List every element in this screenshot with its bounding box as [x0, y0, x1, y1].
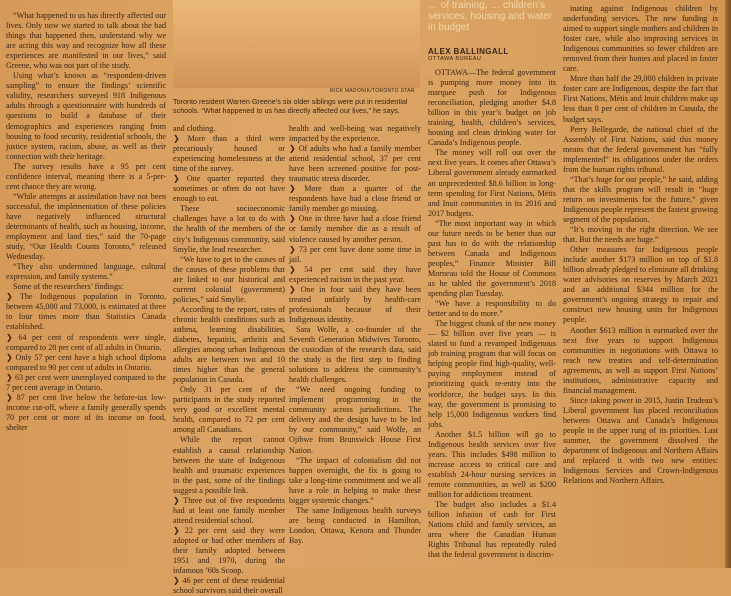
paragraph: “That’s huge for our people,” he said, adding that the skills program will result in “huge return on investments for the future,” given Indigenous people represent the fastest growing segment of the population.	[563, 174, 718, 224]
byline-org: OTTAWA BUREAU	[428, 56, 482, 62]
bullet-paragraph: ❯ Of adults who had a family member attend residential school, 37 per cent have been screened positive for post-traumatic stress disorder.	[289, 144, 421, 184]
bullet-paragraph: health and well-being was negatively impacted by the experience.	[289, 124, 421, 144]
photo-credit: RICK MADONIK/TORONTO STAR	[330, 88, 415, 94]
paragraph: More than half the 29,000 children in private foster care are Indigenous, despite the fact that First Nations, Métis and Inuit children make up less than 8 per cent of children in Canada, the budget says.	[563, 74, 718, 124]
bullet-paragraph: ❯ 63 per cent were unemployed compared to the 7 per cent average in Ontario.	[6, 372, 166, 392]
paragraph: Another $1.5 billion will go to Indigenous health services over five years. This includes $498 million to increase access to critical care and establish 24-hour nursing services in remote communities, as well as $200 million for addictions treatment.	[428, 429, 556, 499]
budget-column-2	[563, 4, 718, 560]
paragraph: “We need ongoing funding to implement programming in the community across jurisdictions. The delivery and the design have to be led by our community,” said Wolfe, an Ojibwe from Brunswick House First Nation.	[289, 385, 421, 455]
bullet-paragraph: ❯ One in three have had a close friend or family member die as a result of violence caused by another person.	[289, 214, 421, 244]
paragraph: Other measures for Indigenous people include another $173 million on top of $1.8 billion already pledged to eliminate all drinking water advisories on reserves by March 2021 and an additional $344 million for the government’s ongoing strategy to repair and construct new housing units for Indigenous people.	[563, 245, 718, 325]
budget-column-1	[428, 68, 556, 558]
bullet-paragraph: ❯ 64 per cent of respondents were single, compared to 28 per cent of all adults in Ontario.	[6, 332, 166, 352]
byline-name: ALEX BALLINGALL	[428, 47, 509, 56]
bullet-paragraph: ❯ 87 per cent live below the before-tax low-income cut-off, where a family generally spends 70 per cent or more of its income on food, shelter	[6, 392, 166, 432]
paragraph: The money will roll out over the next five years. It comes after Ottawa’s Liberal government already earmarked an unprecedented $8.6 billion in long-term spending for First Nations, Métis and Inuit communities in its 2016 and 2017 budgets.	[428, 148, 556, 218]
paragraph: OTTAWA—The federal government is pumping more money into its marquee push for Indigenous reconciliation, pledging another $4.8 billion in this year’s budget on job training, health, children’s services, housing and clean drinking water for Canada’s Indigenous people.	[428, 68, 556, 148]
paragraph: “We have to get to the causes of the causes of these problems that are linked to our historical and current colonial (government) policies,” said Smylie.	[173, 254, 285, 304]
bullet-paragraph: ❯ 54 per cent said they have experienced racism in the past year.	[289, 264, 421, 284]
paragraph: Another $613 million is earmarked over the next five years to support Indigenous communities in negotiations with Ottawa to reach new treaties and self-determination agreements, as well as support First Nations’ institutions, administrative capacity and financial management.	[563, 325, 718, 395]
bullet-paragraph: ❯ More than a third were precariously housed or experiencing homelessness at the time of the survey.	[173, 134, 285, 174]
paragraph: The biggest chunk of the new money — $2 billion over five years — is slated to fund a revamped Indigenous job training program that will focus on helping people find high-quality, well-paying employment instead of prioritizing quick re-entry into the workforce, the budget says. In this way, the government is promising to help 15,000 Indigenous workers find jobs.	[428, 319, 556, 429]
paragraph: These socioeconomic challenges have a lot to do with the health of the members of the city’s Indigenous community, said Smylie, the lead researcher.	[173, 204, 285, 254]
paragraph: “While attempts at assimilation have not been successful, the implementation of these policies have negatively influenced structural determinants of health, such as housing, income, employment and land ties,” said the 70-page study, “Our Health Counts Toronto,” released Wednesday.	[6, 191, 166, 262]
paragraph: The same Indigenous health surveys are being conducted in Hamilton, London, Ottawa, Kenora and Thunder Bay.	[289, 505, 421, 545]
paragraph: Only 31 per cent of the participants in the study reported very good or excellent mental health, compared to 72 per cent among all Canadians.	[173, 385, 285, 435]
bullet-paragraph: ❯ One in four said they have been treated unfairly by health-care professionals because of their Indigenous identity.	[289, 284, 421, 324]
paragraph: “They also undermined language, cultural expression, and family systems.”	[6, 262, 166, 282]
article-column-1	[6, 11, 166, 559]
paragraph: Using what’s known as “respondent-driven sampling” to ensure the findings’ scientific validity, researchers surveyed 918 Indigenous adults through a questionnaire with hundreds of questions to build a database of their demographics and experiences ranging from housing to food security, residential schools, the justice system, racism, abuse, as well as their connection with their heritage.	[6, 71, 166, 161]
paragraph: inating against Indigenous children by underfunding services. The new funding is aimed to support single mothers and children in foster care, while also improving services in Indigenous communities so fewer children are removed from their homes and placed in foster care.	[563, 4, 718, 74]
bullet-paragraph: ❯ Three out of five respondents had at least one family member attend residential school.	[173, 495, 285, 525]
bullet-paragraph: ❯ 46 per cent of these residential school survivors said their overall	[173, 576, 285, 596]
article-column-2	[173, 124, 285, 596]
page-edge-shadow	[725, 0, 731, 568]
paragraph: The budget also includes a $1.4 billion infusion of cash for First Nations child and family services, an area where the Canadian Human Rights Tribunal has repeatedly ruled that the federal government is discrim-	[428, 500, 556, 560]
bullet-paragraph: ❯ 22 per cent said they were adopted or had other members of their family adopted between 1951 and 1970, during the infamous ’60s Scoop.	[173, 525, 285, 576]
paragraph: “What happened to us has directly affected our lives. Only now we started to talk about the bad things that happened then, understand why we are acting this way and recognize how all these experiences are manifested in our lives,” said Greene, who was not part of the study.	[6, 11, 166, 71]
paragraph: “We have a responsibility to do better and to do more.”	[428, 299, 556, 319]
bullet-paragraph: ❯ 73 per cent have done some time in jail.	[289, 244, 421, 264]
paragraph: The survey results have a 95 per cent confidence interval, meaning there is a 5-per-cent chance they are wrong.	[6, 161, 166, 191]
bullet-paragraph: ❯ Only 57 per cent have a high school diploma compared to 90 per cent of adults in Ontario.	[6, 352, 166, 372]
photo-caption: Toronto resident Warren Greene’s six older siblings were put in residential schools. “What happened to us has directly affected our lives,” he says.	[173, 97, 408, 115]
budget-headline: … of training, … children’s services, housing and water in budget	[428, 0, 552, 33]
bullet-paragraph: ❯ The Indigenous population in Toronto, between 45,000 and 73,000, is estimated at three to four times more than Statistics Canada established.	[6, 292, 166, 332]
paragraph: Since taking power in 2015, Justin Trudeau’s Liberal government has placed reconciliation between Ottawa and Canada’s Indigenous people in the upper rung of its priorities. Last summer, the government dissolved the department of Indigenous and Northern Affairs and replaced it with two new entities: Indigenous Services and Crown-Indigenous Relations and Northern Affairs.	[563, 395, 718, 486]
paragraph: Perry Bellegarde, the national chief of the Assembly of First Nations, said this money means that the federal government has “fully implemented” its obligations under the orders from the human rights tribunal.	[563, 124, 718, 174]
article-photo	[173, 0, 420, 88]
bullet-paragraph: ❯ More than a quarter of the respondents have had a close friend or family member go missing.	[289, 184, 421, 214]
paragraph: According to the report, rates of chronic health conditions such as asthma, learning disabilities, diabetes, hepatitis, arthritis and allergies among urban Indigenous adults are between two and 10 times higher than the general population in Canada.	[173, 304, 285, 385]
paragraph: Some of the researchers’ findings:	[13, 282, 124, 292]
paragraph: While the report cannot establish a causal relationship between the state of Indigenous health and traumatic experiences in the past, some of the findings suggest a possible link.	[173, 435, 285, 495]
paragraph: “The most important way in which our future needs to be better than our past has to do with the relationship between Canada and Indigenous peoples,” Finance Minister Bill Morneau told the House of Commons as he tabled the government’s 2018 spending plan Tuesday.	[428, 218, 556, 299]
paragraph: “The impact of colonialism did not happen overnight, the fix is going to take a long-time commitment and we all have a role in helping to make these bigger systemic changes.”	[289, 455, 421, 505]
bullet-paragraph: ❯ One quarter reported they sometimes or often do not have enough to eat.	[173, 174, 285, 204]
article-column-3	[289, 124, 421, 554]
paragraph: “It’s moving in the right direction. We see that. But the needs are huge.”	[563, 225, 718, 245]
byline	[428, 47, 554, 62]
paragraph: Sara Wolfe, a co-founder of the Seventh Generation Midwives Toronto, the custodian of the research data, said the study is the first step to finding solutions to address the community’s health challenges.	[289, 324, 421, 385]
bullet-paragraph: and clothing.	[173, 124, 216, 133]
